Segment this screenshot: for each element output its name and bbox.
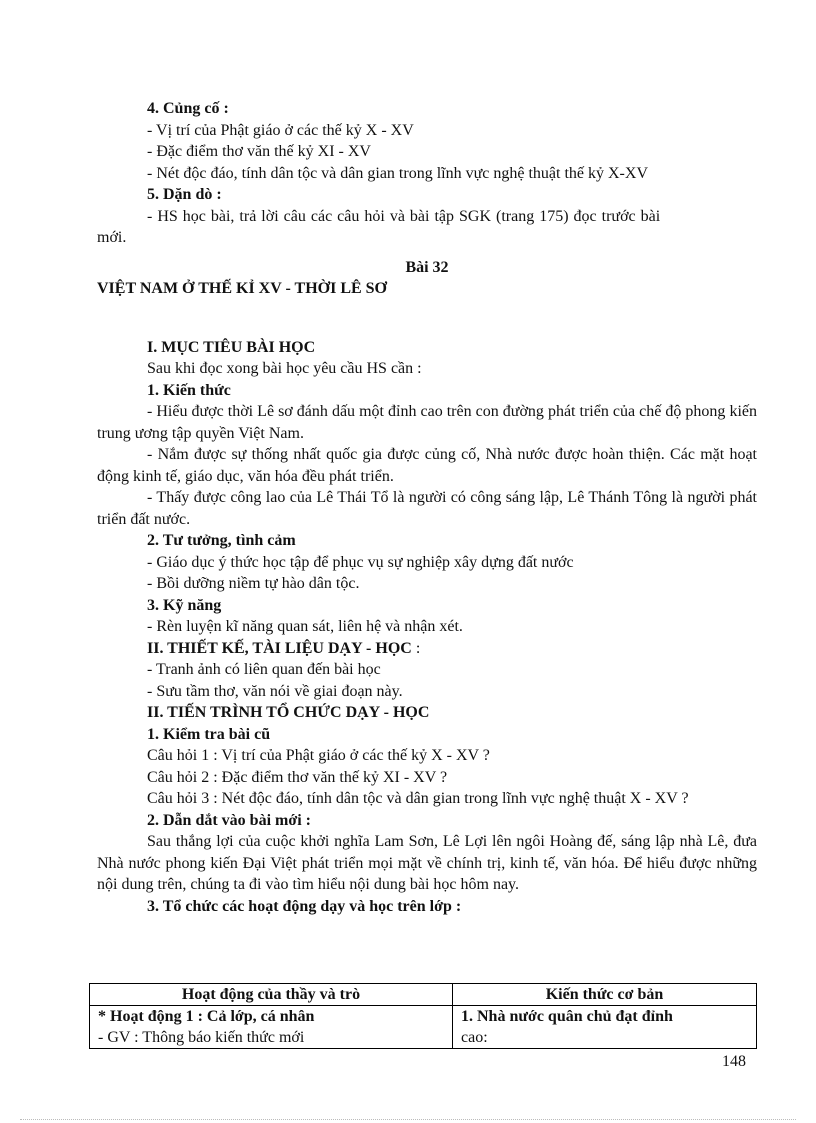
intro-heading: 2. Dẫn dắt vào bài mới : — [147, 811, 311, 829]
review-question: Câu hỏi 2 : Đặc điểm thơ văn thế kỷ XI - XV ? — [147, 768, 448, 786]
knowledge-title: 1. Nhà nước quân chủ đạt đỉnh — [461, 1008, 673, 1025]
knowledge-text: cao: — [461, 1029, 488, 1046]
materials-heading-line — [97, 638, 757, 660]
summary-item: - Vị trí của Phật giáo ở các thế kỷ X - XV — [147, 121, 414, 139]
lesson-title: VIỆT NAM Ở THẾ KỈ XV - THỜI LÊ SƠ — [97, 280, 387, 297]
homework-text: - HS học bài, trả lời câu các câu hỏi và bài tập SGK (trang 175) đọc trước bài — [147, 207, 661, 225]
table-cell-activity — [90, 1006, 453, 1049]
attitude-item: - Giáo dục ý thức học tập để phục vụ sự nghiệp xây dựng đất nước — [147, 553, 574, 571]
process-heading: II. TIẾN TRÌNH TỔ CHỨC DẠY - HỌC — [147, 704, 430, 721]
materials-heading: II. THIẾT KẾ, TÀI LIỆU DẠY - HỌC — [147, 639, 412, 657]
objectives-heading: I. MỤC TIÊU BÀI HỌC — [147, 338, 316, 356]
table-header-row — [90, 984, 757, 1006]
intro-text: Sau thắng lợi của cuộc khởi nghĩa Lam Sơn, Lê Lợi lên ngôi Hoàng đế, sáng lập nhà Lê, đưa Nhà nước phong kiến Đại Việt phát triển mọi mặt về chính trị, kinh tế, văn hóa. Để hiểu được những nội dung trên, chúng ta đi vào tìm hiểu nội dung bài học hôm nay. — [97, 833, 757, 893]
skills-item: - Rèn luyện kĩ năng quan sát, liên hệ và nhận xét. — [147, 618, 463, 635]
knowledge-item: - Nắm được sự thống nhất quốc gia được củng cố, Nhà nước được hoàn thiện. Các mặt hoạt động kinh tế, giáo dục, văn hóa đều phát triển. — [97, 446, 757, 485]
activities-table — [89, 983, 757, 1049]
objectives-intro: Sau khi đọc xong bài học yêu cầu HS cần : — [147, 360, 422, 377]
activity-title: * Hoạt động 1 : Cả lớp, cá nhân — [98, 1008, 315, 1025]
knowledge-heading: 1. Kiến thức — [147, 381, 231, 399]
lesson-number: Bài 32 — [405, 258, 449, 276]
activities-heading: 3. Tổ chức các hoạt động dạy và học trên lớp : — [147, 897, 462, 915]
page-number: 148 — [722, 1053, 746, 1070]
table-header-cell: Hoạt động của thầy và trò — [90, 984, 453, 1006]
review-heading: 1. Kiểm tra bài cũ — [147, 725, 271, 743]
materials-item: - Tranh ảnh có liên quan đến bài học — [147, 661, 381, 678]
knowledge-item: - Hiểu được thời Lê sơ đánh dấu một đỉnh cao trên con đường phát triển của chế độ phong kiến trung ương tập quyền Việt Nam. — [97, 403, 757, 442]
attitude-heading: 2. Tư tưởng, tình cảm — [147, 532, 296, 549]
document-body — [97, 98, 757, 917]
knowledge-item: - Thấy được công lao của Lê Thái Tổ là người có công sáng lập, Lê Thánh Tông là người phát triển đất nước. — [97, 489, 757, 528]
skills-heading: 3. Kỹ năng — [147, 596, 222, 614]
materials-heading-suffix: : — [411, 639, 421, 657]
page-bottom-divider — [20, 1119, 796, 1120]
homework-text-cont: mới. — [97, 229, 127, 246]
activity-text: - GV : Thông báo kiến thức mới — [98, 1029, 305, 1046]
table-header-cell: Kiến thức cơ bản — [453, 984, 757, 1006]
review-question: Câu hỏi 1 : Vị trí của Phật giáo ở các thế kỷ X - XV ? — [147, 747, 490, 764]
homework-heading: 5. Dặn dò : — [147, 186, 222, 203]
review-question: Câu hỏi 3 : Nét độc đáo, tính dân tộc và dân gian trong lĩnh vực nghệ thuật X - XV ? — [147, 790, 689, 807]
materials-item: - Sưu tầm thơ, văn nói về giai đoạn này. — [147, 682, 403, 700]
summary-item: - Đặc điểm thơ văn thế kỷ XI - XV — [147, 143, 371, 160]
summary-item: - Nét độc đáo, tính dân tộc và dân gian trong lĩnh vực nghệ thuật thế kỷ X-XV — [147, 164, 648, 182]
table-cell-knowledge — [453, 1006, 757, 1049]
summary-heading: 4. Củng cố : — [147, 100, 229, 117]
table-row — [90, 1006, 757, 1049]
attitude-item: - Bồi dưỡng niềm tự hào dân tộc. — [147, 575, 360, 592]
